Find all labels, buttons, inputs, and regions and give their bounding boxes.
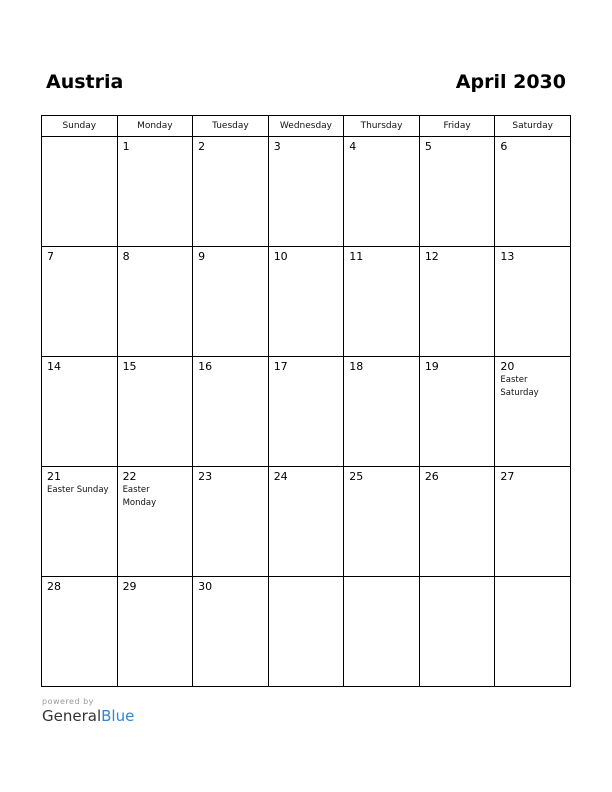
- day-number: 26: [424, 470, 439, 483]
- day-cell: [117, 577, 193, 687]
- day-cell: [495, 137, 571, 247]
- day-number: 11: [349, 250, 364, 263]
- day-cell: [344, 577, 420, 687]
- weekday-header: Tuesday: [193, 116, 269, 137]
- day-cell: [419, 467, 495, 577]
- week-row: [42, 577, 571, 687]
- day-cell: [419, 577, 495, 687]
- day-number: 3: [273, 140, 281, 153]
- weekday-header: Saturday: [495, 116, 571, 137]
- day-number: 23: [198, 470, 213, 483]
- month-year-title: April 2030: [455, 71, 566, 93]
- day-number: 27: [500, 470, 515, 483]
- week-row: [42, 137, 571, 247]
- day-number: 20: [500, 360, 515, 373]
- day-cell: [193, 467, 269, 577]
- weekday-header: Thursday: [344, 116, 420, 137]
- day-number: 24: [273, 470, 288, 483]
- day-number: 15: [122, 360, 137, 373]
- weekday-header: Sunday: [42, 116, 118, 137]
- weekday-header-row: [42, 116, 571, 137]
- day-number: 18: [349, 360, 364, 373]
- day-number: 17: [273, 360, 288, 373]
- calendar-grid: [41, 115, 571, 687]
- day-number: 19: [424, 360, 439, 373]
- day-cell: [117, 137, 193, 247]
- day-number: 28: [47, 580, 61, 593]
- week-row: [42, 467, 571, 577]
- day-cell: [268, 467, 344, 577]
- day-cell: [193, 247, 269, 357]
- day-number: 7: [47, 250, 54, 263]
- day-cell: [193, 357, 269, 467]
- week-row: [42, 357, 571, 467]
- day-cell: [42, 357, 118, 467]
- holiday-label: Easter Sunday: [47, 485, 109, 495]
- day-cell: [344, 467, 420, 577]
- day-cell: [42, 137, 118, 247]
- day-cell: [344, 247, 420, 357]
- day-cell: [495, 247, 571, 357]
- day-number: 4: [349, 140, 357, 153]
- calendar-body: [42, 137, 571, 687]
- day-cell: [42, 577, 118, 687]
- day-number: 8: [122, 250, 130, 263]
- day-cell: [419, 247, 495, 357]
- powered-by-label: powered by: [42, 697, 94, 706]
- weekday-header: Monday: [117, 116, 193, 137]
- day-cell: [419, 137, 495, 247]
- holiday-label: Easter Saturday: [500, 375, 539, 398]
- brand-name-blue: Blue: [101, 707, 135, 725]
- day-number: 30: [198, 580, 213, 593]
- day-number: 9: [198, 250, 206, 263]
- day-cell: [268, 577, 344, 687]
- day-number: 1: [122, 140, 130, 153]
- weekday-header: Friday: [419, 116, 495, 137]
- brand-logo: [42, 707, 134, 725]
- day-cell: [495, 467, 571, 577]
- day-cell: [495, 357, 571, 467]
- brand-name-general: General: [42, 707, 102, 725]
- day-number: 10: [273, 250, 288, 263]
- day-cell: [117, 247, 193, 357]
- day-cell: [42, 467, 118, 577]
- day-number: 29: [122, 580, 137, 593]
- day-cell: [42, 247, 118, 357]
- week-row: [42, 247, 571, 357]
- day-cell: [495, 577, 571, 687]
- day-cell: [117, 467, 193, 577]
- day-cell: [344, 357, 420, 467]
- day-cell: [268, 137, 344, 247]
- day-number: 13: [500, 250, 515, 263]
- day-cell: [193, 577, 269, 687]
- brand-footer: [42, 697, 134, 725]
- day-number: 22: [122, 470, 137, 483]
- day-number: 25: [349, 470, 364, 483]
- day-number: 2: [198, 140, 206, 153]
- day-cell: [117, 357, 193, 467]
- day-cell: [344, 137, 420, 247]
- country-title: Austria: [46, 71, 124, 93]
- day-cell: [193, 137, 269, 247]
- weekday-header: Wednesday: [268, 116, 344, 137]
- day-number: 12: [424, 250, 439, 263]
- day-number: 5: [424, 140, 432, 153]
- day-number: 14: [47, 360, 61, 373]
- day-cell: [419, 357, 495, 467]
- holiday-label: Easter Monday: [122, 485, 157, 508]
- day-cell: [268, 357, 344, 467]
- day-number: 16: [198, 360, 213, 373]
- day-number: 6: [500, 140, 508, 153]
- day-cell: [268, 247, 344, 357]
- day-number: 21: [47, 470, 61, 483]
